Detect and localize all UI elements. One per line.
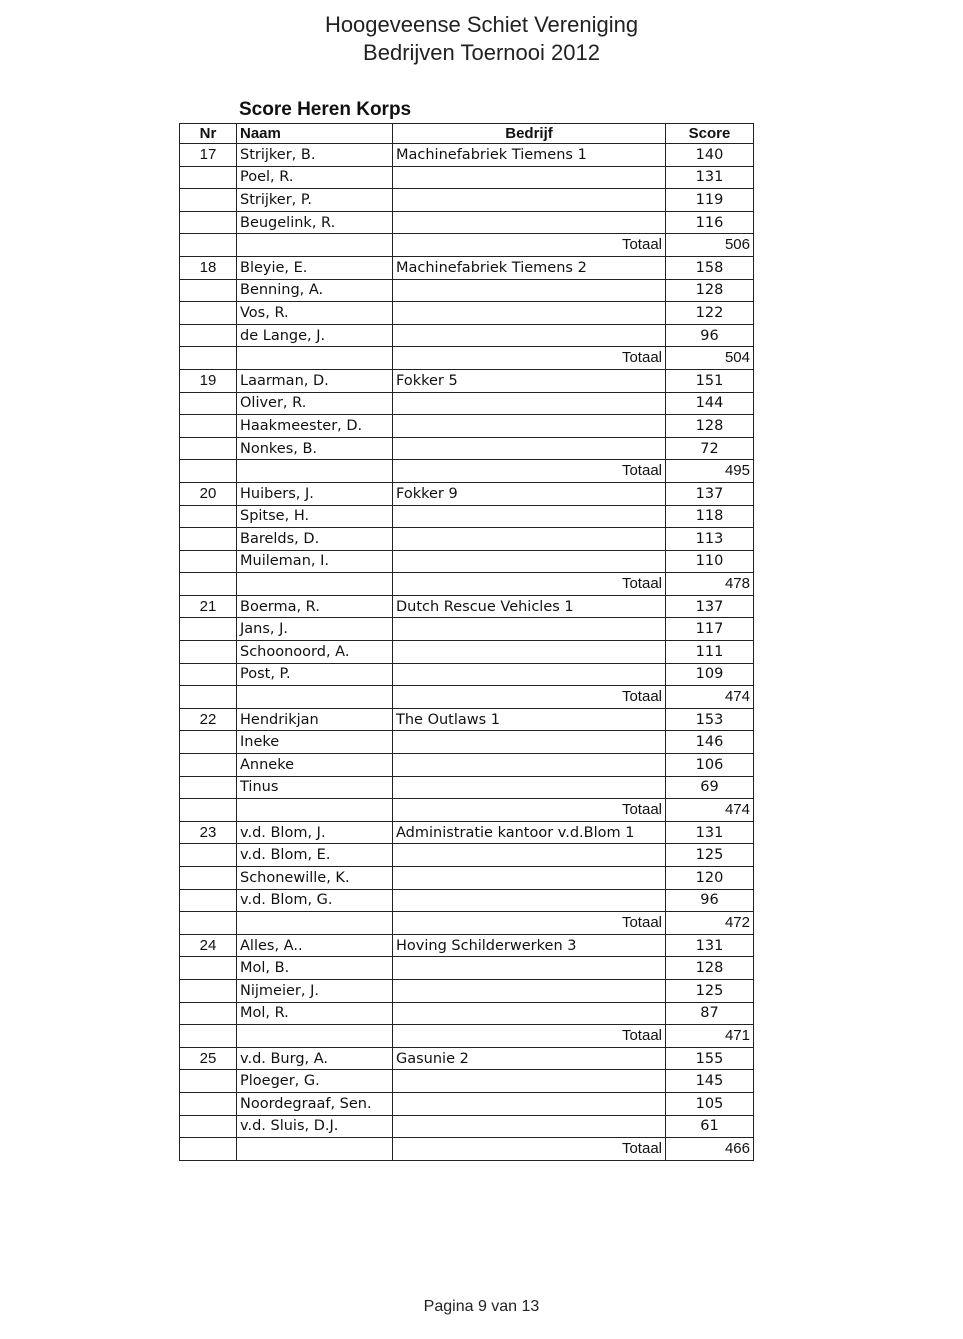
member-score: 146 xyxy=(666,731,754,754)
table-row xyxy=(180,211,754,234)
table-row xyxy=(180,302,754,325)
team-number xyxy=(180,211,237,234)
total-naam-empty xyxy=(237,347,393,370)
company-name xyxy=(393,528,666,551)
table-row xyxy=(180,279,754,302)
total-nr-empty xyxy=(180,1138,237,1161)
table-row xyxy=(180,392,754,415)
member-name: Boerma, R. xyxy=(237,595,393,618)
table-row xyxy=(180,934,754,957)
company-name: Gasunie 2 xyxy=(393,1047,666,1070)
member-score: 137 xyxy=(666,595,754,618)
company-name xyxy=(393,1070,666,1093)
member-score: 145 xyxy=(666,1070,754,1093)
section-heading: Score Heren Korps xyxy=(239,99,412,120)
table-row xyxy=(180,1047,754,1070)
team-number: 20 xyxy=(180,482,237,505)
member-name: de Lange, J. xyxy=(237,324,393,347)
table-row xyxy=(180,1002,754,1025)
company-name xyxy=(393,415,666,438)
total-nr-empty xyxy=(180,460,237,483)
company-name xyxy=(393,618,666,641)
member-score: 118 xyxy=(666,505,754,528)
team-number xyxy=(180,528,237,551)
company-name xyxy=(393,1115,666,1138)
table-row xyxy=(180,482,754,505)
member-name: Ineke xyxy=(237,731,393,754)
member-score: 110 xyxy=(666,550,754,573)
team-number xyxy=(180,663,237,686)
member-name: Mol, B. xyxy=(237,957,393,980)
team-number xyxy=(180,189,237,212)
company-name xyxy=(393,641,666,664)
member-name: Anneke xyxy=(237,754,393,777)
total-nr-empty xyxy=(180,347,237,370)
member-score: 111 xyxy=(666,641,754,664)
team-number xyxy=(180,324,237,347)
header-nr: Nr xyxy=(180,124,237,144)
member-name: Jans, J. xyxy=(237,618,393,641)
member-name: Noordegraaf, Sen. xyxy=(237,1092,393,1115)
team-total: 466 xyxy=(666,1138,754,1161)
table-row xyxy=(180,369,754,392)
company-name xyxy=(393,189,666,212)
member-score: 128 xyxy=(666,957,754,980)
team-number xyxy=(180,889,237,912)
total-nr-empty xyxy=(180,912,237,935)
table-row xyxy=(180,957,754,980)
member-score: 96 xyxy=(666,889,754,912)
member-name: Beugelink, R. xyxy=(237,211,393,234)
total-nr-empty xyxy=(180,573,237,596)
table-row xyxy=(180,754,754,777)
member-score: 69 xyxy=(666,776,754,799)
member-score: 87 xyxy=(666,1002,754,1025)
table-row xyxy=(180,663,754,686)
member-score: 155 xyxy=(666,1047,754,1070)
member-name: Schonewille, K. xyxy=(237,867,393,890)
team-number xyxy=(180,867,237,890)
total-row xyxy=(180,234,754,257)
member-score: 153 xyxy=(666,708,754,731)
team-number xyxy=(180,1115,237,1138)
member-name: Strijker, P. xyxy=(237,189,393,212)
total-naam-empty xyxy=(237,1138,393,1161)
company-name xyxy=(393,505,666,528)
member-name: v.d. Sluis, D.J. xyxy=(237,1115,393,1138)
member-name: v.d. Blom, G. xyxy=(237,889,393,912)
total-label: Totaal xyxy=(393,912,666,935)
table-row xyxy=(180,437,754,460)
company-name xyxy=(393,550,666,573)
total-row xyxy=(180,573,754,596)
total-row xyxy=(180,1025,754,1048)
team-number xyxy=(180,279,237,302)
member-name: Haakmeester, D. xyxy=(237,415,393,438)
team-number: 22 xyxy=(180,708,237,731)
total-label: Totaal xyxy=(393,573,666,596)
member-score: 137 xyxy=(666,482,754,505)
member-name: Muileman, I. xyxy=(237,550,393,573)
team-total: 474 xyxy=(666,686,754,709)
member-name: Spitse, H. xyxy=(237,505,393,528)
table-row xyxy=(180,844,754,867)
company-name xyxy=(393,392,666,415)
member-name: Hendrikjan xyxy=(237,708,393,731)
table-row xyxy=(180,256,754,279)
member-name: Benning, A. xyxy=(237,279,393,302)
company-name xyxy=(393,324,666,347)
member-name: Nijmeier, J. xyxy=(237,979,393,1002)
member-name: v.d. Burg, A. xyxy=(237,1047,393,1070)
total-row xyxy=(180,799,754,822)
team-number xyxy=(180,505,237,528)
member-name: Laarman, D. xyxy=(237,369,393,392)
team-number xyxy=(180,302,237,325)
member-score: 120 xyxy=(666,867,754,890)
company-name: Machinefabriek Tiemens 2 xyxy=(393,256,666,279)
company-name xyxy=(393,663,666,686)
team-number: 24 xyxy=(180,934,237,957)
member-score: 116 xyxy=(666,211,754,234)
company-name: Machinefabriek Tiemens 1 xyxy=(393,144,666,167)
table-row xyxy=(180,1070,754,1093)
total-row xyxy=(180,686,754,709)
team-number xyxy=(180,166,237,189)
company-name: The Outlaws 1 xyxy=(393,708,666,731)
team-number xyxy=(180,437,237,460)
table-row xyxy=(180,731,754,754)
team-number xyxy=(180,754,237,777)
total-row xyxy=(180,347,754,370)
team-number xyxy=(180,1002,237,1025)
team-total: 478 xyxy=(666,573,754,596)
member-score: 106 xyxy=(666,754,754,777)
total-row xyxy=(180,912,754,935)
table-row xyxy=(180,889,754,912)
total-label: Totaal xyxy=(393,1025,666,1048)
company-name xyxy=(393,1092,666,1115)
table-row xyxy=(180,166,754,189)
table-row xyxy=(180,641,754,664)
table-row xyxy=(180,821,754,844)
member-score: 105 xyxy=(666,1092,754,1115)
team-number xyxy=(180,415,237,438)
member-name: Poel, R. xyxy=(237,166,393,189)
member-score: 72 xyxy=(666,437,754,460)
member-name: Mol, R. xyxy=(237,1002,393,1025)
total-label: Totaal xyxy=(393,799,666,822)
team-total: 471 xyxy=(666,1025,754,1048)
total-nr-empty xyxy=(180,686,237,709)
team-number xyxy=(180,392,237,415)
team-number xyxy=(180,957,237,980)
total-naam-empty xyxy=(237,912,393,935)
header-naam: Naam xyxy=(237,124,393,144)
team-total: 472 xyxy=(666,912,754,935)
member-score: 140 xyxy=(666,144,754,167)
team-number: 18 xyxy=(180,256,237,279)
member-name: Barelds, D. xyxy=(237,528,393,551)
table-row xyxy=(180,618,754,641)
total-naam-empty xyxy=(237,234,393,257)
document-title: Hoogeveense Schiet Vereniging xyxy=(324,12,639,37)
team-number: 21 xyxy=(180,595,237,618)
team-number: 25 xyxy=(180,1047,237,1070)
company-name xyxy=(393,867,666,890)
total-naam-empty xyxy=(237,460,393,483)
team-number xyxy=(180,731,237,754)
team-number: 17 xyxy=(180,144,237,167)
member-name: Huibers, J. xyxy=(237,482,393,505)
company-name xyxy=(393,437,666,460)
member-name: Post, P. xyxy=(237,663,393,686)
member-name: Nonkes, B. xyxy=(237,437,393,460)
table-body xyxy=(180,144,754,1161)
table-row xyxy=(180,505,754,528)
table-row xyxy=(180,595,754,618)
company-name xyxy=(393,776,666,799)
team-number xyxy=(180,550,237,573)
total-naam-empty xyxy=(237,1025,393,1048)
member-score: 125 xyxy=(666,979,754,1002)
member-score: 113 xyxy=(666,528,754,551)
company-name xyxy=(393,211,666,234)
member-name: v.d. Blom, J. xyxy=(237,821,393,844)
table-row xyxy=(180,415,754,438)
company-name: Fokker 9 xyxy=(393,482,666,505)
total-naam-empty xyxy=(237,686,393,709)
total-label: Totaal xyxy=(393,234,666,257)
team-total: 474 xyxy=(666,799,754,822)
team-number xyxy=(180,979,237,1002)
company-name xyxy=(393,1002,666,1025)
company-name xyxy=(393,731,666,754)
company-name: Administratie kantoor v.d.Blom 1 xyxy=(393,821,666,844)
total-label: Totaal xyxy=(393,460,666,483)
company-name xyxy=(393,302,666,325)
team-total: 495 xyxy=(666,460,754,483)
total-row xyxy=(180,460,754,483)
total-label: Totaal xyxy=(393,1138,666,1161)
member-name: Oliver, R. xyxy=(237,392,393,415)
team-number xyxy=(180,618,237,641)
member-score: 122 xyxy=(666,302,754,325)
team-number: 19 xyxy=(180,369,237,392)
table-row xyxy=(180,867,754,890)
company-name: Hoving Schilderwerken 3 xyxy=(393,934,666,957)
team-number xyxy=(180,641,237,664)
member-score: 131 xyxy=(666,821,754,844)
member-score: 96 xyxy=(666,324,754,347)
total-nr-empty xyxy=(180,1025,237,1048)
member-score: 128 xyxy=(666,415,754,438)
document-subtitle: Bedrijven Toernooi 2012 xyxy=(363,40,600,65)
table-row xyxy=(180,776,754,799)
team-total: 506 xyxy=(666,234,754,257)
member-score: 109 xyxy=(666,663,754,686)
member-score: 125 xyxy=(666,844,754,867)
member-name: Strijker, B. xyxy=(237,144,393,167)
table-row xyxy=(180,1092,754,1115)
member-score: 131 xyxy=(666,934,754,957)
member-score: 158 xyxy=(666,256,754,279)
total-label: Totaal xyxy=(393,686,666,709)
member-score: 119 xyxy=(666,189,754,212)
member-score: 61 xyxy=(666,1115,754,1138)
team-number xyxy=(180,844,237,867)
header-bedrijf: Bedrijf xyxy=(393,124,666,144)
total-row xyxy=(180,1138,754,1161)
member-score: 131 xyxy=(666,166,754,189)
header-score: Score xyxy=(666,124,754,144)
company-name xyxy=(393,166,666,189)
team-number: 23 xyxy=(180,821,237,844)
member-name: Alles, A.. xyxy=(237,934,393,957)
company-name xyxy=(393,979,666,1002)
total-naam-empty xyxy=(237,799,393,822)
score-table xyxy=(179,123,754,1161)
table-row xyxy=(180,189,754,212)
member-name: Bleyie, E. xyxy=(237,256,393,279)
member-name: Tinus xyxy=(237,776,393,799)
table-row xyxy=(180,708,754,731)
team-number xyxy=(180,1070,237,1093)
table-row xyxy=(180,324,754,347)
table-row xyxy=(180,979,754,1002)
company-name xyxy=(393,754,666,777)
table-header-row xyxy=(180,124,754,144)
page-number: Pagina 9 van 13 xyxy=(423,1298,540,1315)
team-number xyxy=(180,776,237,799)
table-row xyxy=(180,550,754,573)
company-name: Dutch Rescue Vehicles 1 xyxy=(393,595,666,618)
company-name xyxy=(393,889,666,912)
member-score: 144 xyxy=(666,392,754,415)
team-number xyxy=(180,1092,237,1115)
member-name: Vos, R. xyxy=(237,302,393,325)
member-score: 128 xyxy=(666,279,754,302)
member-name: v.d. Blom, E. xyxy=(237,844,393,867)
table-row xyxy=(180,1115,754,1138)
total-nr-empty xyxy=(180,799,237,822)
company-name xyxy=(393,844,666,867)
total-naam-empty xyxy=(237,573,393,596)
total-nr-empty xyxy=(180,234,237,257)
company-name: Fokker 5 xyxy=(393,369,666,392)
member-score: 117 xyxy=(666,618,754,641)
member-name: Ploeger, G. xyxy=(237,1070,393,1093)
team-total: 504 xyxy=(666,347,754,370)
table-row xyxy=(180,144,754,167)
company-name xyxy=(393,957,666,980)
member-score: 151 xyxy=(666,369,754,392)
table-row xyxy=(180,528,754,551)
company-name xyxy=(393,279,666,302)
total-label: Totaal xyxy=(393,347,666,370)
member-name: Schoonoord, A. xyxy=(237,641,393,664)
